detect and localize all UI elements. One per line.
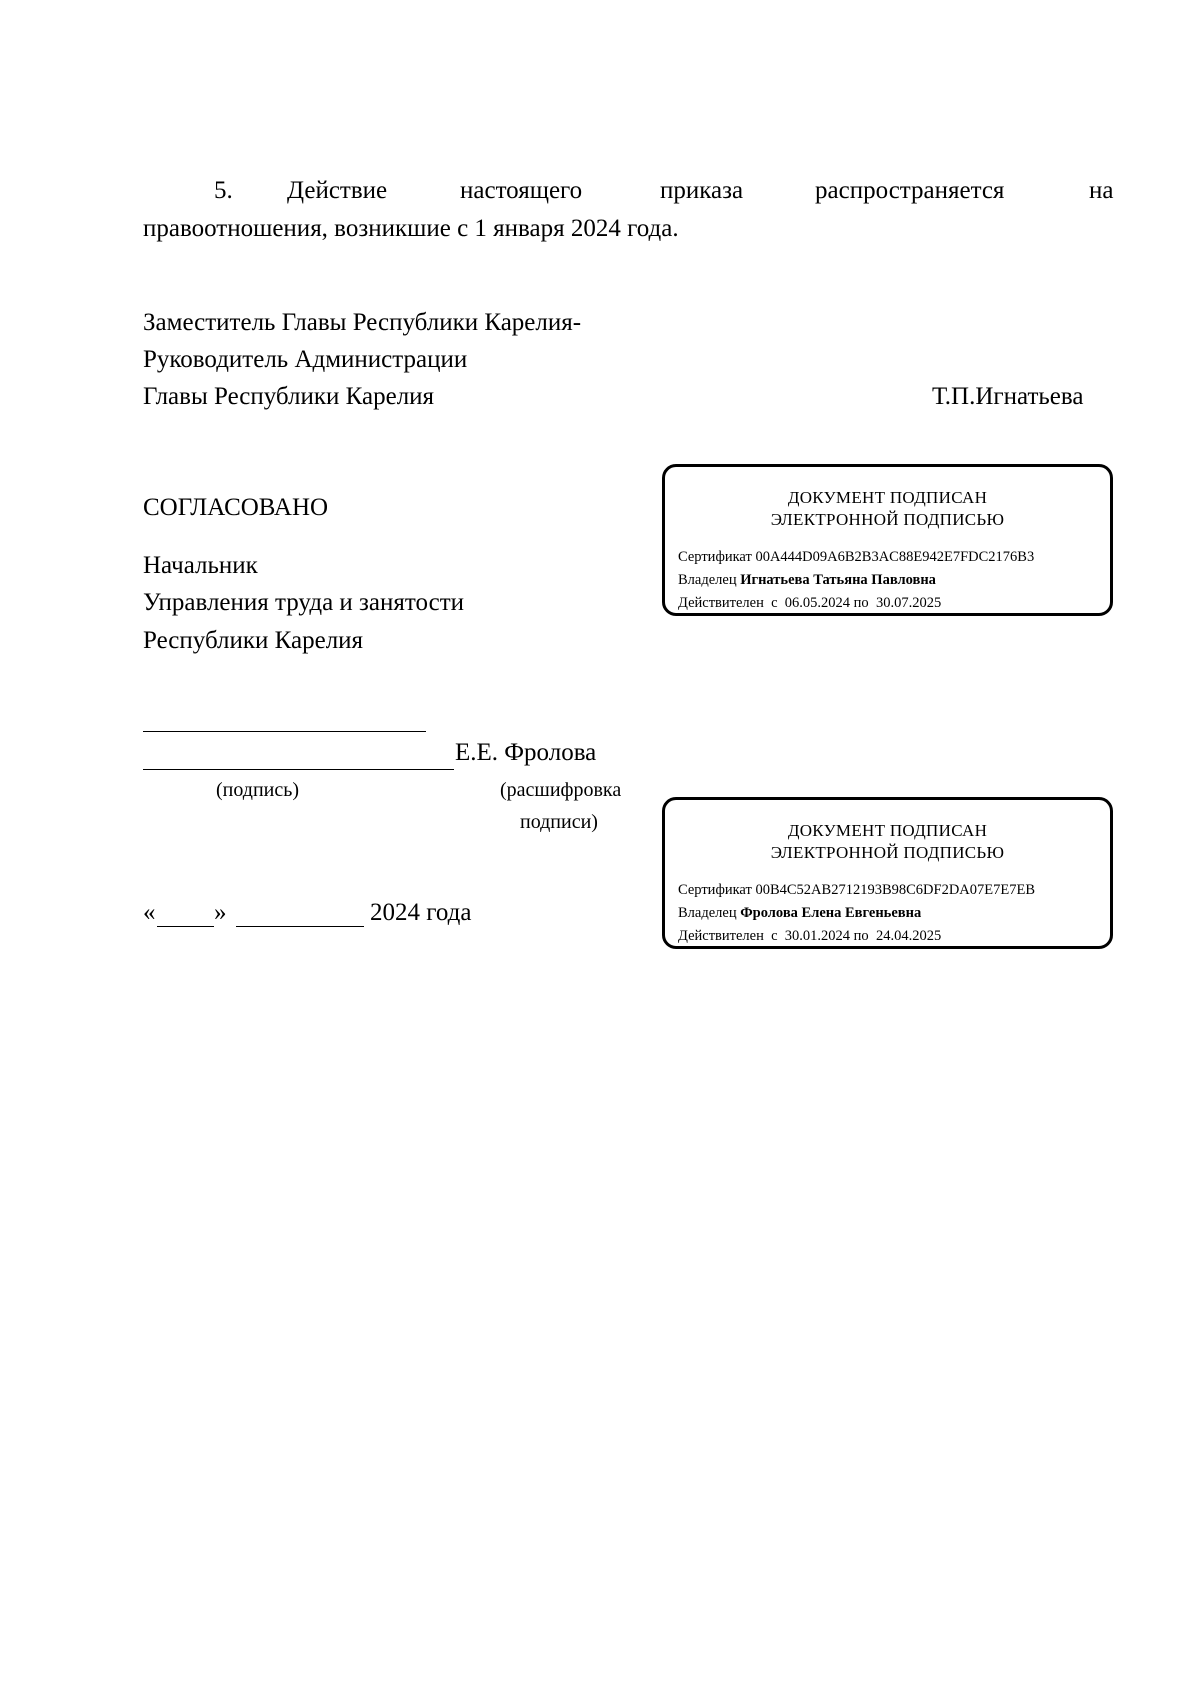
owner-name: Фролова Елена Евгеньевна (740, 905, 922, 921)
agreed-position-line-2: Управления труда и занятости (143, 589, 465, 616)
stamp-owner: Владелец Фролова Елена Евгеньевна (678, 905, 922, 921)
e-signature-stamp (662, 797, 1113, 949)
stamp-title-2: ЭЛЕКТРОННОЙ ПОДПИСЬЮ (770, 843, 1005, 862)
signature-line-long (143, 769, 454, 770)
agreed-position-line-1: Начальник (143, 552, 258, 579)
certificate-number: 00B4C52AB2712193B98C6DF2DA07E7E7EB (755, 882, 1036, 898)
decode-caption-2: подписи) (520, 811, 598, 833)
signatory-title-line-1: Заместитель Главы Республики Карелия- (143, 309, 582, 336)
date-year: 2024 года (370, 899, 472, 926)
clause-word: приказа (660, 177, 744, 204)
signatory-name: Т.П.Игнатьева (932, 383, 1084, 410)
date-month-blank (236, 926, 364, 927)
clause-number: 5. (214, 177, 233, 204)
stamp-title-2: ЭЛЕКТРОННОЙ ПОДПИСЬЮ (770, 510, 1005, 529)
agreed-position-line-3: Республики Карелия (143, 627, 364, 654)
clause-word: настоящего (460, 177, 583, 204)
stamp-owner: Владелец Игнатьева Татьяна Павловна (678, 572, 936, 588)
signatory-title-line-3: Главы Республики Карелия (143, 383, 435, 410)
owner-name: Игнатьева Татьяна Павловна (740, 572, 936, 588)
stamp-title-1: ДОКУМЕНТ ПОДПИСАН (787, 488, 988, 507)
signatory-title-line-2: Руководитель Администрации (143, 346, 468, 373)
clause-word: на (1089, 177, 1114, 204)
agreed-heading: СОГЛАСОВАНО (143, 494, 329, 521)
stamp-validity: Действителен с 06.05.2024 по 30.07.2025 (678, 595, 942, 611)
certificate-number: 00A444D09A6B2B3AC88E942E7FDC2176B3 (755, 549, 1035, 565)
date-day-blank (157, 926, 214, 927)
stamp-validity: Действителен с 30.01.2024 по 24.04.2025 (678, 928, 942, 944)
clause-word: распространяется (815, 177, 1005, 204)
agreed-name: Е.Е. Фролова (455, 739, 597, 766)
signature-caption: (подпись) (216, 779, 300, 801)
signature-line-short (143, 731, 426, 732)
clause-line-2: правоотношения, возникшие с 1 января 2024 года. (143, 215, 679, 242)
stamp-certificate: Сертификат 00A444D09A6B2B3AC88E942E7FDC2176B3 (678, 549, 1035, 565)
clause-word: Действие (287, 177, 388, 204)
e-signature-stamp (662, 464, 1113, 616)
decode-caption-1: (расшифровка (500, 779, 622, 801)
stamp-certificate: Сертификат 00B4C52AB2712193B98C6DF2DA07E7E7EB (678, 882, 1036, 898)
date-open-quote: « (143, 899, 156, 926)
date-close-quote: » (214, 899, 227, 926)
stamp-title-1: ДОКУМЕНТ ПОДПИСАН (787, 821, 988, 840)
